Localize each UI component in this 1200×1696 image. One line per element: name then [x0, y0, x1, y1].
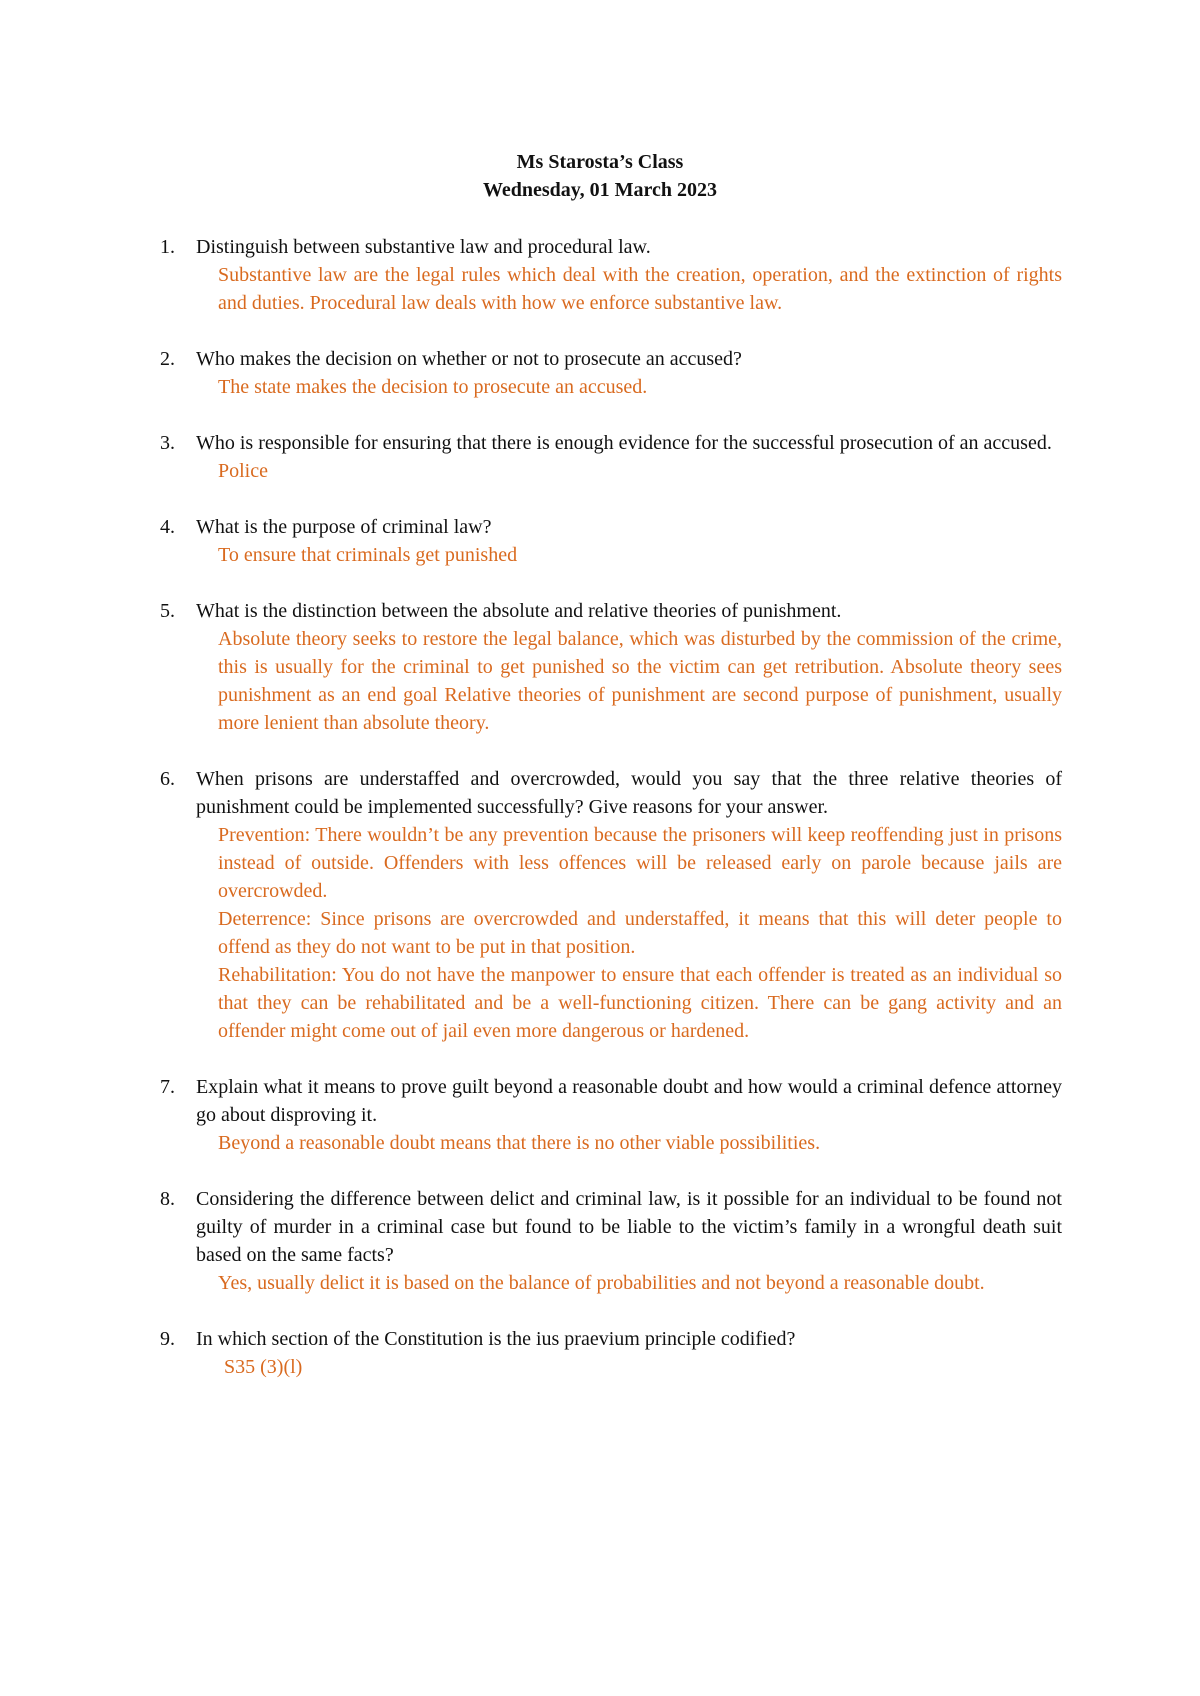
answer-text: To ensure that criminals get punished	[218, 544, 518, 566]
question-number: 4.	[160, 516, 175, 538]
question-list	[160, 233, 1062, 1409]
answer-text: The state makes the decision to prosecute an accused.	[218, 376, 648, 398]
question-number: 5.	[160, 600, 175, 622]
question-number: 1.	[160, 236, 175, 258]
question-item-8	[160, 1185, 1062, 1297]
answer-text: Substantive law are the legal rules which deal with the creation, operation, and the extinction of rights and duties. Procedural law deals with how we enforce substantive law.	[218, 264, 1062, 314]
question-number: 9.	[160, 1328, 175, 1350]
question-item-4	[160, 513, 1062, 569]
question-text: Who is responsible for ensuring that there is enough evidence for the successful prosecution of an accused.	[196, 432, 1052, 454]
document-date: Wednesday, 01 March 2023	[482, 179, 718, 201]
question-text: When prisons are understaffed and overcrowded, would you say that the three relative theories of punishment could be implemented successfully? Give reasons for your answer.	[196, 768, 1062, 818]
question-text: What is the distinction between the absolute and relative theories of punishment.	[196, 600, 842, 622]
question-item-1	[160, 233, 1062, 317]
question-text: Considering the difference between delict and criminal law, is it possible for an individual to be found not guilty of murder in a criminal case but found to be liable to the victim’s family in a wrongful death suit based on the same facts?	[196, 1188, 1062, 1266]
question-number: 7.	[160, 1076, 175, 1098]
answer-text: Absolute theory seeks to restore the legal balance, which was disturbed by the commission of the crime, this is usually for the criminal to get punished so the victim can get retribution. Absolute theory sees punishment as an end goal Relative theories of punishment are second purpose of punishment, usually more lenient than absolute theory.	[218, 628, 1062, 734]
question-text: Distinguish between substantive law and procedural law.	[196, 236, 651, 258]
answer-text: Police	[218, 460, 268, 482]
answer-text: S35 (3)(l)	[224, 1356, 303, 1378]
answer-text: Yes, usually delict it is based on the balance of probabilities and not beyond a reasonable doubt.	[218, 1272, 985, 1294]
question-item-3	[160, 429, 1062, 485]
document-header	[0, 148, 1200, 204]
question-item-9	[160, 1325, 1062, 1381]
answer-deterrence: Deterrence: Since prisons are overcrowded and understaffed, it means that this will deter people to offend as they do not want to be put in that position.	[218, 908, 1062, 958]
class-title: Ms Starosta’s Class	[516, 151, 684, 173]
answer-text: Beyond a reasonable doubt means that there is no other viable possibilities.	[218, 1132, 821, 1154]
question-number: 6.	[160, 768, 175, 790]
question-text: In which section of the Constitution is the ius praevium principle codified?	[196, 1328, 796, 1350]
question-text: Who makes the decision on whether or not to prosecute an accused?	[196, 348, 742, 370]
question-item-2	[160, 345, 1062, 401]
question-item-7	[160, 1073, 1062, 1157]
answer-rehabilitation: Rehabilitation: You do not have the manpower to ensure that each offender is treated as an individual so that they can be rehabilitated and be a well-functioning citizen. There can be gang activity and an offender might come out of jail even more dangerous or hardened.	[218, 964, 1062, 1042]
question-number: 2.	[160, 348, 175, 370]
question-item-6	[160, 765, 1062, 1045]
question-number: 3.	[160, 432, 175, 454]
question-text: What is the purpose of criminal law?	[196, 516, 492, 538]
answer-prevention: Prevention: There wouldn’t be any prevention because the prisoners will keep reoffending just in prisons instead of outside. Offenders with less offences will be released early on parole because jails are overcrowded.	[218, 824, 1062, 902]
question-number: 8.	[160, 1188, 175, 1210]
question-item-5	[160, 597, 1062, 737]
question-text: Explain what it means to prove guilt beyond a reasonable doubt and how would a criminal defence attorney go about disproving it.	[196, 1076, 1062, 1126]
